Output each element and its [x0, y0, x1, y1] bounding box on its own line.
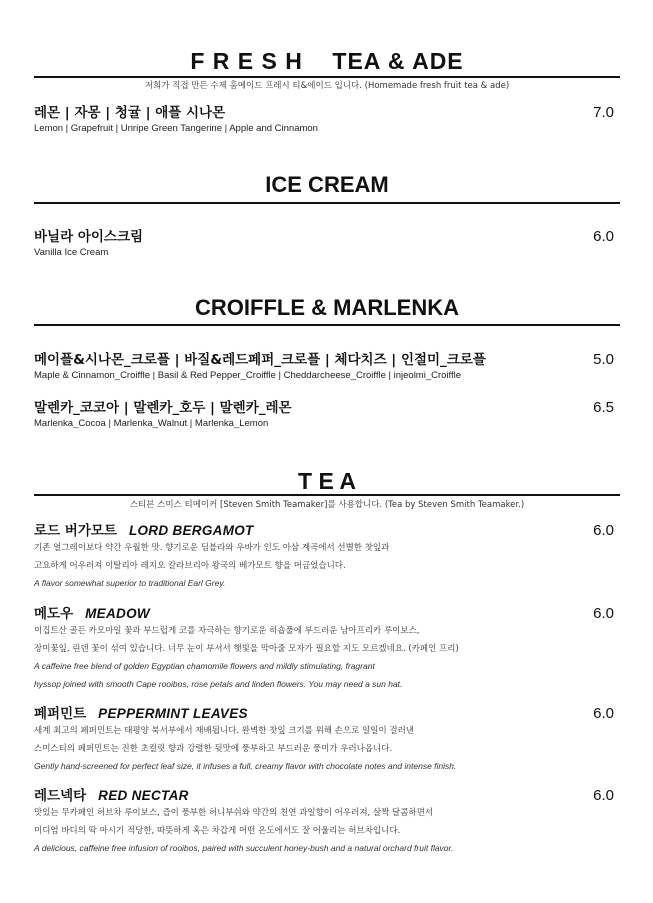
- item-subtitle: Maple & Cinnamon_Croiffle | Basil & Red Pepper_Croiffle | Cheddarcheese_Croiffle | injeolmi_Croiffle: [34, 370, 462, 381]
- menu-item-meadow: [34, 605, 614, 693]
- item-name-en: LORD BERGAMOT: [128, 523, 254, 538]
- section-title-fresh: F R E S H TEA & ADE: [190, 48, 464, 74]
- menu-item-marlenka: [34, 399, 614, 431]
- item-price: 6.5: [593, 399, 614, 416]
- menu-item-lord-bergamot: [34, 522, 614, 593]
- divider: [34, 494, 620, 496]
- section-title-icecream: ICE CREAM: [265, 172, 389, 197]
- menu-item-fresh: [34, 104, 614, 136]
- item-name: [34, 705, 614, 723]
- item-price: 7.0: [593, 104, 614, 121]
- item-price: 6.0: [593, 605, 614, 622]
- menu-item-icecream: [34, 228, 614, 260]
- item-description: 스미스티의 페퍼민트는 진한 초컬릿 향과 강렬한 뒷맛에 풍부하고 부드러운 풍미가 우러나옵니다.: [34, 743, 393, 754]
- item-price: 6.0: [593, 522, 614, 539]
- item-name-en: PEPPERMINT LEAVES: [98, 706, 248, 721]
- divider: [34, 76, 620, 78]
- menu-item-red-nectar: [34, 787, 614, 858]
- item-name-ko: 메도우: [34, 606, 74, 622]
- item-description-en: hyssop joined with smooth Cape rooibos, rose petals and linden flowers. You may need a sun hat.: [34, 678, 403, 689]
- item-subtitle: Marlenka_Cocoa | Marlenka_Walnut | Marlenka_Lemon: [34, 418, 269, 429]
- item-description: 장미꽃잎, 린덴 꽃이 섞여 있습니다. 너무 눈이 부셔서 햇빛을 막아줄 모자가 필요할 지도 모르겠네요. (카페인 프리): [34, 643, 459, 654]
- item-name-ko: 레드넥타: [34, 788, 87, 804]
- item-name: [34, 605, 614, 623]
- menu-item-croiffle: [34, 351, 614, 383]
- divider: [34, 202, 620, 204]
- item-description: 고요하게 어우러져 이탈리아 레지오 칼라브리아 왕국의 베가모트 향을 머금었습니다.: [34, 560, 346, 571]
- section-title-tea: T E A: [298, 468, 356, 494]
- item-description: 미디엄 바디의 딱 마시기 적당한, 따뜻하게 혹은 차갑게 어떤 온도에서도 잘 어울리는 허브차입니다.: [34, 825, 401, 836]
- item-description: 세계 최고의 페퍼민트는 태평양 북서부에서 재배됩니다. 완벽한 찻잎 크기를 위해 손으로 일일이 걸러낸: [34, 726, 414, 736]
- item-subtitle: Lemon | Grapefruit | Unripe Green Tangerine | Apple and Cinnamon: [34, 123, 318, 134]
- item-price: 6.0: [593, 787, 614, 804]
- item-price: 6.0: [593, 228, 614, 245]
- item-name-en: RED NECTAR: [98, 788, 189, 803]
- item-name: 말렌카_코코아 | 말렌카_호두 | 말렌카_레몬: [34, 400, 292, 416]
- menu-item-peppermint: [34, 705, 614, 776]
- item-name: 메이플&시나몬_크로플 | 바질&레드페퍼_크로플 | 체다치즈 | 인절미_크로플: [34, 352, 486, 368]
- item-subtitle: Vanilla Ice Cream: [34, 247, 109, 258]
- section-note-tea: 스티븐 스미스 티메이커 [Steven Smith Teamaker]를 사용합니다. (Tea by Steven Smith Teamaker.): [129, 500, 525, 510]
- item-name-en: MEADOW: [85, 606, 150, 621]
- item-description-en: A caffeine free blend of golden Egyptian chamomile flowers and mildly stimulating, fragrant: [34, 661, 375, 671]
- item-name: [34, 522, 614, 540]
- item-description: 이집트산 골든 카모마일 꽃과 부드럽게 코를 자극하는 향기로운 히숍풀에 부드러운 남아프리카 루이보스,: [34, 626, 420, 636]
- item-name: 바닐라 아이스크림: [34, 229, 144, 245]
- item-price: 6.0: [593, 705, 614, 722]
- item-price: 5.0: [593, 351, 614, 368]
- item-name-ko: 페퍼민트: [34, 706, 87, 722]
- item-name-ko: 로드 버가모트: [34, 523, 117, 539]
- item-description-en: A delicious, caffeine free infusion of rooibos, paired with succulent honey-bush and a natural orchard fruit flavor.: [34, 843, 454, 853]
- divider: [34, 324, 620, 326]
- item-name: 레몬 | 자몽 | 청귤 | 애플 시나몬: [34, 105, 226, 121]
- item-description: 기존 얼그레이보다 약간 우월한 맛. 향기로운 딤블라와 우바가 인도 아삼 계곡에서 선별한 찻잎과: [34, 543, 390, 553]
- item-description: 맛있는 무카페인 허브차 루이보스, 즙이 풍부한 허니부쉬와 약간의 천연 과일향이 어우러져, 살짝 달콤하면서: [34, 808, 434, 818]
- item-name: [34, 787, 614, 805]
- item-description-en: Gently hand-screened for perfect leaf size, it infuses a full, creamy flavor with chocolate notes and intense finish.: [34, 761, 457, 771]
- section-title-croiffle: CROIFFLE & MARLENKA: [195, 295, 459, 320]
- section-note-fresh: 저희가 직접 만든 수제 홈메이드 프레시 티&에이드 입니다. (Homemade fresh fruit tea & ade): [144, 81, 510, 91]
- item-description-en: A flavor somewhat superior to traditional Earl Grey.: [34, 578, 226, 588]
